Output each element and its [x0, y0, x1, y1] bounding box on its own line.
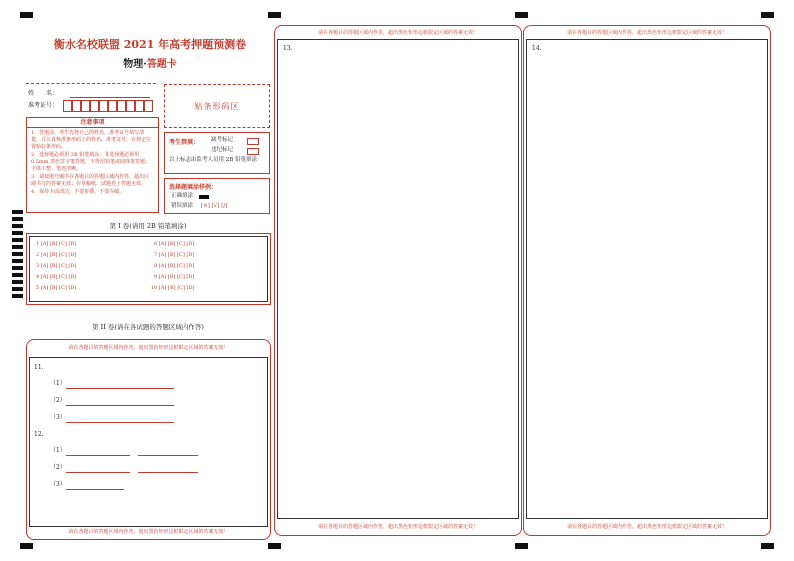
mc-row[interactable]: 6 [A] [B] [C] [D] [154, 241, 195, 247]
timing-mark [761, 12, 774, 18]
violation-mark-box[interactable] [247, 148, 259, 155]
violation-label: 违纪标记 [211, 147, 234, 153]
fill-example-box [164, 178, 270, 214]
card-title: 衡水名校联盟 2021 年高考押题预测卷 [53, 38, 247, 51]
mc-row[interactable]: 10 [A] [B] [C] [D] [151, 285, 195, 291]
card-label: 答题卡 [146, 59, 177, 70]
fill-example-title: 选择题填涂样例： [169, 184, 218, 191]
exam-ban-label: 考生禁填： [169, 139, 200, 146]
part1-title: 第 I 卷(请用 2B 铅笔填涂) [109, 222, 187, 230]
notice-item: 1．答题前，考生先将自己的姓名，准考证号填写清楚，并认真核准条形码上的姓名、准考证号，在规定位置贴好条形码。 [31, 130, 152, 150]
subject-line: 物理·答题卡 [123, 59, 177, 70]
q12-part2-line-a[interactable] [66, 466, 130, 473]
panel14-notice-top: 请在各题目的答题区域内作答，超出黑色矩形边框限定区域的答案无效！ [566, 30, 727, 36]
barcode-area [164, 84, 270, 128]
mc-row[interactable]: 1 [A] [B] [C] [D] [36, 241, 77, 247]
exam-ban-box [164, 132, 270, 174]
q11-part2-label: （2） [50, 397, 66, 404]
notice-item: 4．保持卡面清洁，不要折叠、不要弄破。 [31, 189, 125, 195]
part2-title: 第 II 卷(请在各试题的答题区域内作答) [92, 323, 204, 331]
q11-part1-line[interactable] [66, 382, 174, 389]
missing-label: 缺考标记 [211, 137, 234, 143]
timing-mark [515, 543, 528, 549]
q12-part1-line-a[interactable] [66, 449, 130, 456]
timing-mark [268, 543, 281, 549]
notice-item: 2．选择题必须用 2B 铅笔填涂；非选择题必须用 0.5mm 黑色签字笔答题，不得用铅笔或圆珠笔答题；字体工整、笔迹清晰。 [31, 152, 151, 172]
mc-row[interactable]: 2 [A] [B] [C] [D] [36, 252, 77, 258]
mc-row[interactable]: 5 [A] [B] [C] [D] [36, 285, 77, 291]
part2-notice-top: 请在各题目的答题区域内作答，超出黑色矩形边框限定区域的答案无效！ [68, 345, 229, 351]
q12-part1-label: （1） [50, 447, 66, 454]
q12-part2-label: （2） [50, 464, 66, 471]
panel14-notice-bottom: 请在各题目的答题区域内作答，超出黑色矩形边框限定区域的答案无效！ [566, 524, 727, 530]
question-14-answer-area[interactable] [526, 39, 768, 519]
mc-row[interactable]: 9 [A] [B] [C] [D] [154, 274, 195, 280]
correct-fill-sample [199, 195, 209, 199]
panel13-notice-top: 请在各题目的答题区域内作答，超出黑色矩形边框限定区域的答案无效！ [317, 30, 478, 36]
correct-fill-label: 正确填涂 [171, 193, 194, 199]
q11-part3-line[interactable] [66, 416, 174, 423]
question-11-number: 11. [34, 364, 44, 371]
question-12-number: 12. [34, 431, 44, 438]
name-field[interactable] [70, 97, 150, 98]
q11-part2-line[interactable] [66, 399, 174, 406]
panel13-notice-bottom: 请在各题目的答题区域内作答，超出黑色矩形边框限定区域的答案无效！ [317, 524, 478, 530]
name-label: 姓 名： [28, 90, 59, 97]
timing-mark [761, 543, 774, 549]
wrong-fill-label: 错误填涂 [171, 203, 194, 209]
notice-item: 3．请按题号顺序在各题目的答题区域内作答，超出区域书写的答案无效；在草稿纸、试题卷上答题无效。 [31, 174, 150, 187]
exam-ban-note: 以上标志由监考人员用 2B 铅笔填涂 [169, 157, 258, 163]
timing-mark [515, 12, 528, 18]
notice-title: 注意事项 [27, 118, 158, 128]
timing-mark [20, 12, 33, 18]
wrong-fill-samples: [×] [√] [/] [201, 203, 228, 209]
barcode-label: 贴条形码区 [194, 102, 240, 111]
question-13-number: 13. [283, 45, 293, 52]
timing-mark [20, 543, 33, 549]
mc-row[interactable]: 4 [A] [B] [C] [D] [36, 274, 77, 280]
part2-notice-bottom: 请在各题目的答题区域内作答，超出黑色矩形边框限定区域的答案无效！ [68, 529, 229, 535]
q11-part3-label: （3） [50, 414, 66, 421]
notice-box [26, 117, 159, 213]
timing-mark [268, 12, 281, 18]
mc-row[interactable]: 3 [A] [B] [C] [D] [36, 263, 77, 269]
q12-part1-line-b[interactable] [138, 449, 198, 456]
question-14-number: 14. [532, 45, 542, 52]
header-divider [26, 83, 156, 84]
q11-part1-label: （1） [50, 380, 66, 387]
missing-mark-box[interactable] [247, 138, 259, 145]
question-13-answer-area[interactable] [277, 39, 519, 519]
q12-part3-label: （3） [50, 481, 66, 488]
q12-part2-line-b[interactable] [138, 466, 198, 473]
q12-part3-line[interactable] [66, 483, 124, 490]
subject-name: 物理 [123, 59, 144, 70]
mc-row[interactable]: 8 [A] [B] [C] [D] [154, 263, 195, 269]
mc-row[interactable]: 7 [A] [B] [C] [D] [154, 252, 195, 258]
exam-id-label: 准考证号： [28, 102, 59, 109]
